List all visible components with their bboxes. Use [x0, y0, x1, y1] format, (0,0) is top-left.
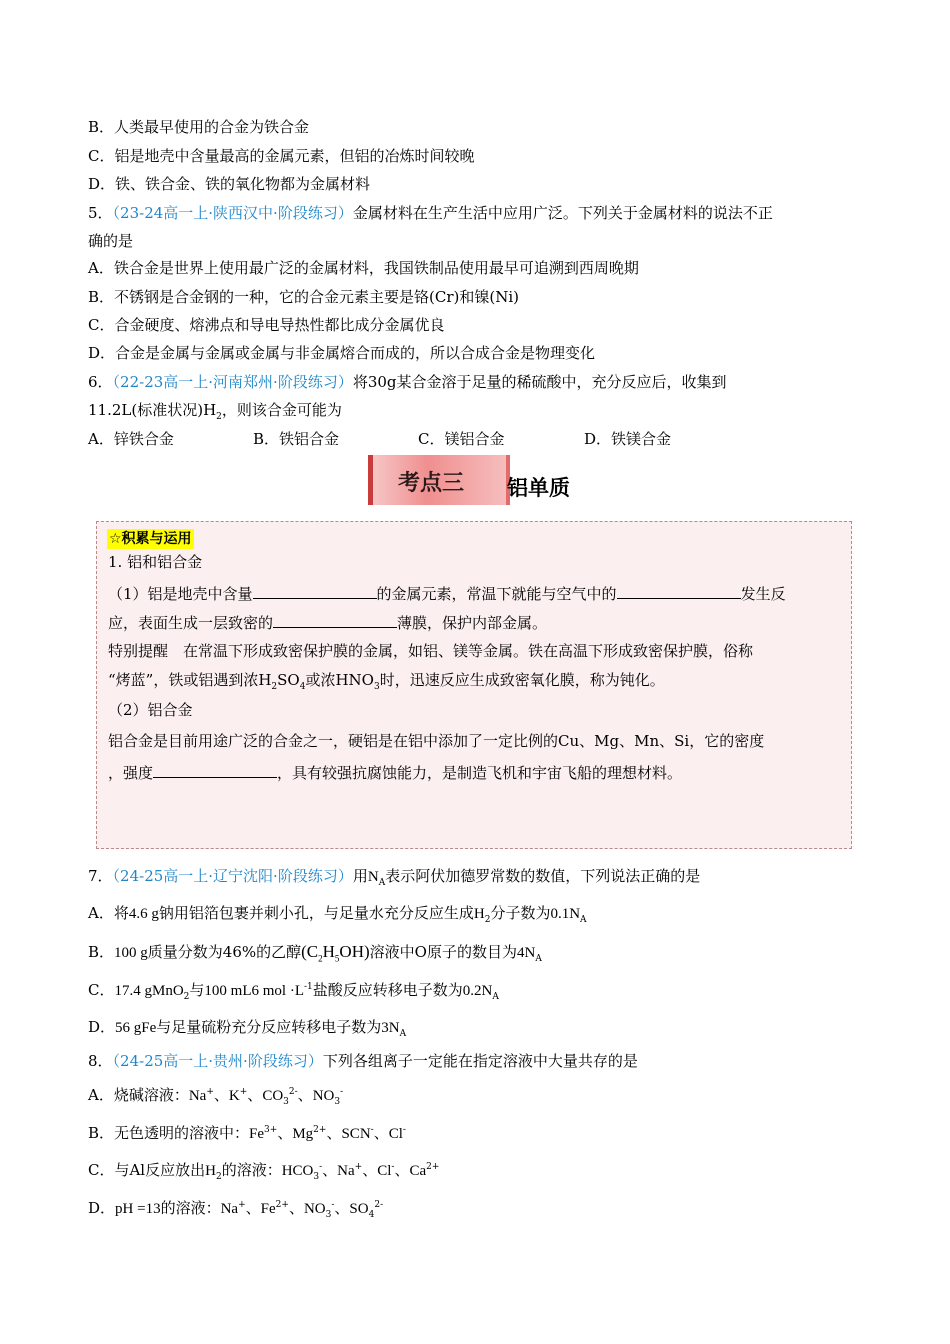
q8-option-a — [88, 1085, 343, 1106]
q7-b-1: B． — [88, 943, 115, 961]
q7-a-mass: 4.6 g — [128, 906, 159, 922]
q6-option-c: C．镁铝合金 — [418, 430, 505, 448]
q8-d-ion2: Fe — [260, 1201, 276, 1217]
q7-option-c — [88, 980, 499, 1001]
q7-b-f1: C — [306, 942, 319, 961]
knowledge-p6-b: ，具有较强抗腐蚀能力，是制造飞机和宇宙飞船的理想材料。 — [277, 764, 683, 782]
q5-number: 5． — [88, 204, 113, 222]
q8-d-2: 的溶液： — [160, 1199, 221, 1217]
knowledge-p4-c: 或浓HNO — [305, 671, 374, 689]
section-label: 考点三 — [398, 471, 465, 496]
knowledge-p1-b: 的金属元素，常温下就能与空气中的 — [376, 585, 617, 603]
q4-option-c: C．铝是地壳中含量最高的金属元素，但铝的冶炼时间较晚 — [88, 147, 475, 165]
q8-d-ion3-sup: - — [331, 1200, 335, 1210]
q4-option-d: D．铁、铁合金、铁的氧化物都为金属材料 — [88, 175, 371, 193]
q8-a-ion1-sup: + — [206, 1087, 214, 1097]
q7-b-formula: $(C_2H_5OH)$ — [301, 942, 370, 964]
knowledge-para-2 — [108, 611, 547, 633]
q8-c-h-sub: 2 — [215, 1172, 222, 1182]
q6-option-d: D．铁镁合金 — [584, 430, 672, 448]
q7-b-value-sub: A — [535, 954, 542, 964]
q8-c-ion1-sub: 3 — [313, 1172, 320, 1182]
knowledge-p4-d: 时，迅速反应生成致密氧化膜，称为钝化。 — [379, 671, 665, 689]
q8-d-ph: pH =13 — [115, 1201, 161, 1217]
q8-a-sep1: 、 — [213, 1086, 229, 1104]
q5-option-d: D．合金是金属与金属或金属与非金属熔合而成的，所以合成合金是物理变化 — [88, 344, 596, 362]
q8-b-ion1: Fe — [249, 1126, 265, 1142]
q8-c-ion4-sup: 2+ — [426, 1162, 440, 1172]
q7-stem-a: 用 — [352, 867, 368, 885]
q5-stem-cont: 确的是 — [88, 232, 134, 250]
q7-a-3: 分子数为 — [490, 904, 551, 922]
q7-stem-b: 表示阿伏加德罗常数的数值，下列说法正确的是 — [385, 867, 701, 885]
q8-stem-text: 下列各组离子一定能在指定溶液中大量共存的是 — [322, 1052, 638, 1070]
q8-a-1: A．烧碱溶液： — [88, 1086, 189, 1104]
knowledge-p1-c: 发生反 — [740, 585, 786, 603]
q8-option-b — [88, 1123, 406, 1144]
q8-number: 8． — [88, 1052, 113, 1070]
knowledge-p4-sub1: 2 — [271, 682, 278, 692]
q8-c-ion2-sup: + — [354, 1162, 363, 1172]
q7-option-a — [88, 903, 587, 924]
q7-c-value: 0.2N — [462, 983, 493, 999]
q7-d-1: D． — [88, 1018, 116, 1036]
q8-a-ion4-sup: - — [340, 1087, 344, 1097]
q8-a-ion4-sub: 3 — [334, 1097, 341, 1107]
q7-d-2: 与足量硫粉充分反应转移电子数为 — [156, 1018, 382, 1036]
knowledge-p2-b: 薄膜，保护内部金属。 — [397, 614, 548, 632]
q8-d-sep3: 、 — [334, 1199, 350, 1217]
fill-blank-2 — [617, 582, 741, 599]
q6-source: （22-23高一上·河南郑州·阶段练习） — [112, 373, 353, 391]
q8-source: （24-25高一上·贵州·阶段练习） — [112, 1052, 323, 1070]
q8-d-1: D． — [88, 1199, 116, 1217]
q8-a-ion1: Na — [188, 1088, 207, 1104]
knowledge-para-3: 特别提醒 在常温下形成致密保护膜的金属，如铝、镁等金属。铁在高温下形成致密保护膜，俗称 — [108, 642, 754, 660]
q8-c-2: 的溶液： — [221, 1161, 282, 1179]
q8-a-sep3: 、 — [297, 1086, 313, 1104]
q6-stem-text: 将30g某合金溶于足量的稀硫酸中，充分反应后，收集到 — [352, 373, 727, 391]
knowledge-p4-b: SO — [277, 671, 300, 689]
q8-a-ion3-sup: 2- — [288, 1087, 298, 1097]
knowledge-para-6 — [108, 761, 682, 783]
q7-number: 7． — [88, 867, 113, 885]
q8-c-ion2: Na — [337, 1163, 355, 1179]
q7-b-f1-sub: 2 — [318, 953, 323, 964]
q7-option-d — [88, 1017, 406, 1038]
q7-d-value-sub: A — [399, 1029, 407, 1039]
knowledge-p6-a: ，强度 — [108, 764, 154, 782]
knowledge-para-1 — [108, 582, 786, 604]
q7-a-2: 钠用铝箔包裹并刺小孔，与足量水充分反应生成 — [158, 904, 474, 922]
q8-c-1: C．与Al反应放出 — [88, 1161, 206, 1179]
knowledge-p1-a: （1）铝是地壳中含量 — [108, 585, 253, 603]
knowledge-para-5: 铝合金是目前用途广泛的合金之一，硬铝是在铝中添加了一定比例的Cu、Mg、Mn、Si，它的密度 — [108, 732, 765, 750]
q6-option-b: B．铁铝合金 — [253, 430, 340, 448]
q8-c-ion1: HCO — [281, 1163, 314, 1179]
q8-b-ion3: SCN — [341, 1126, 371, 1142]
knowledge-p2-a: 应，表面生成一层致密的 — [108, 614, 274, 632]
q6-stem-end: ，则该合金可能为 — [221, 401, 342, 419]
q8-stem — [88, 1051, 638, 1071]
q8-option-d — [88, 1198, 383, 1219]
q7-c-value-sub: A — [492, 992, 499, 1002]
q8-a-ion2: K — [228, 1088, 240, 1104]
knowledge-heading-1: 1. 铝和铝合金 — [108, 553, 203, 571]
q6-option-a: A．锌铁合金 — [88, 430, 174, 448]
q8-b-sep3: 、 — [373, 1124, 389, 1142]
q8-a-sep2: 、 — [247, 1086, 263, 1104]
fill-blank-4 — [153, 761, 277, 778]
q7-c-mass-sub: 2 — [183, 992, 190, 1002]
q8-c-sep3: 、 — [394, 1161, 410, 1179]
q7-c-mass: 17.4 gMnO — [114, 983, 184, 999]
q8-d-ion2-sup: 2+ — [275, 1200, 289, 1210]
q7-b-f2-sub: 5 — [334, 953, 340, 964]
q7-a-1: A．将 — [88, 904, 129, 922]
q8-c-ion4: Ca — [409, 1163, 427, 1179]
q8-d-ion3-sub: 3 — [325, 1210, 332, 1220]
q5-option-a: A．铁合金是世界上使用最广泛的金属材料，我国铁制品使用最早可追溯到西周晚期 — [88, 259, 639, 277]
q8-c-sep1: 、 — [322, 1161, 338, 1179]
q7-option-b — [88, 942, 542, 963]
q8-d-ion1: Na — [220, 1201, 239, 1217]
q7-c-3: 盐酸反应转移电子数为 — [312, 981, 463, 999]
knowledge-para-4 — [108, 670, 665, 690]
q7-a-h: H — [473, 906, 485, 922]
q7-c-2: 与 — [189, 981, 205, 999]
q8-d-ion1-sup: + — [238, 1200, 246, 1210]
q7-a-value-sub: A — [580, 915, 587, 925]
q8-b-1: B．无色透明的溶液中： — [88, 1124, 250, 1142]
q6-h2-subscript: 2 — [216, 412, 222, 422]
q8-c-h: H — [205, 1163, 216, 1179]
q8-b-ion3-sup: - — [370, 1125, 374, 1135]
q8-c-ion3: Cl — [377, 1163, 392, 1179]
q7-d-mass: 56 gFe — [115, 1020, 157, 1036]
q8-d-ion4-sup: 2- — [374, 1200, 384, 1210]
q7-c-conc: 100 mL6 mol ·L — [204, 983, 304, 999]
q8-d-ion4: SO — [349, 1201, 369, 1217]
knowledge-heading-2: （2）铝合金 — [108, 701, 193, 719]
q8-b-ion2-sup: 2+ — [313, 1125, 327, 1135]
q8-option-c — [88, 1160, 439, 1181]
fill-blank-1 — [253, 582, 377, 599]
q8-b-ion4: Cl — [388, 1126, 403, 1142]
q8-a-ion4: NO — [312, 1088, 335, 1104]
q8-d-ion4-sub: 4 — [368, 1210, 375, 1220]
q8-c-sep2: 、 — [362, 1161, 378, 1179]
q5-option-b: B．不锈钢是合金钢的一种，它的合金元素主要是铬(Cr)和镍(Ni) — [88, 288, 520, 306]
q8-d-ion3: NO — [303, 1201, 326, 1217]
q7-source: （24-25高一上·辽宁沈阳·阶段练习） — [112, 867, 353, 885]
q7-b-value: 4N — [516, 945, 536, 961]
q7-c-1: C． — [88, 981, 115, 999]
q7-a-value: 0.1N — [550, 906, 581, 922]
q8-d-sep1: 、 — [245, 1199, 261, 1217]
q8-d-sep2: 、 — [288, 1199, 304, 1217]
q6-stem-cont — [88, 400, 342, 420]
q5-source: （23-24高一上·陕西汉中·阶段练习） — [112, 204, 353, 222]
knowledge-p4-sub2: 4 — [299, 682, 306, 692]
q7-b-f3: OH — [339, 942, 364, 961]
q8-a-ion3-sub: 3 — [283, 1097, 289, 1107]
q6-stem — [88, 372, 727, 392]
q7-na-sub: A — [378, 878, 386, 888]
q8-b-sep2: 、 — [326, 1124, 342, 1142]
q8-b-ion1-sup: 3+ — [264, 1125, 278, 1135]
knowledge-tag: ☆积累与运用 — [109, 531, 192, 547]
q7-b-3: 溶液中O原子的数目为 — [369, 943, 517, 961]
q8-c-ion1-sup: - — [319, 1162, 323, 1172]
q8-b-sep1: 、 — [277, 1124, 293, 1142]
q7-b-f2: H — [322, 942, 335, 961]
q5-stem — [88, 203, 773, 223]
section-title: 铝单质 — [507, 476, 570, 500]
q6-volume-text: 11.2L(标准状况)H — [88, 401, 217, 419]
knowledge-p4-a: “烤蓝”，铁或铝遇到浓H — [108, 671, 272, 689]
q8-b-ion2: Mg — [292, 1126, 314, 1142]
q5-stem-text: 金属材料在生产生活中应用广泛。下列关于金属材料的说法不正 — [352, 204, 773, 222]
fill-blank-3 — [273, 611, 397, 628]
q6-number: 6． — [88, 373, 113, 391]
q7-b-2: 质量分数为46%的乙醇 — [147, 943, 302, 961]
q7-c-conc-sup: -1 — [303, 982, 313, 992]
q7-b-mass: 100 g — [114, 945, 148, 961]
q5-option-c: C．合金硬度、熔沸点和导电导热性都比成分金属优良 — [88, 316, 445, 334]
q8-c-ion3-sup: - — [391, 1162, 395, 1172]
q7-na-symbol: N — [367, 869, 379, 885]
q7-a-h-sub: 2 — [484, 915, 491, 925]
q4-option-b: B．人类最早使用的合金为铁合金 — [88, 118, 310, 136]
q8-b-ion4-sup: - — [402, 1125, 406, 1135]
q7-stem — [88, 866, 700, 887]
q8-a-ion2-sup: + — [239, 1087, 248, 1097]
knowledge-p4-sub3: 3 — [373, 682, 380, 692]
q7-d-value: 3N — [381, 1020, 400, 1036]
q8-a-ion3: CO — [262, 1088, 284, 1104]
